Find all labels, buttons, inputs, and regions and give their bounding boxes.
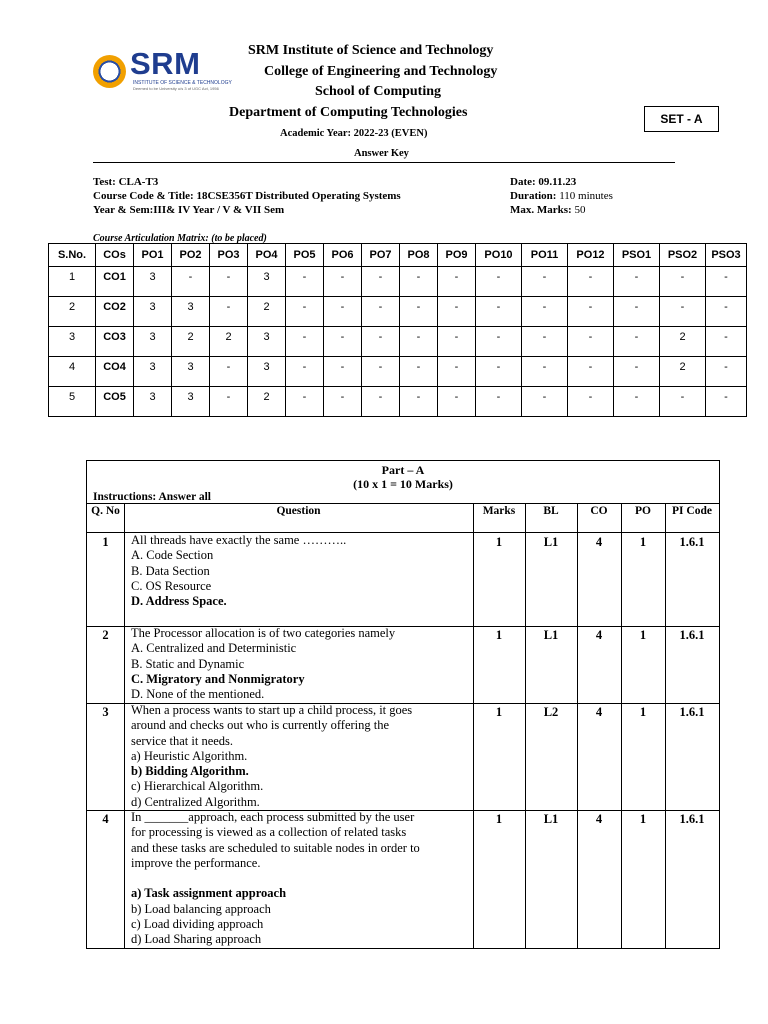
matrix-cell: 3 bbox=[172, 357, 210, 387]
matrix-cell: - bbox=[476, 327, 522, 357]
question-po: 1 bbox=[639, 812, 647, 826]
matrix-cell: - bbox=[568, 387, 614, 417]
matrix-header-cell: PO11 bbox=[522, 244, 568, 267]
rule bbox=[87, 503, 719, 504]
col-header-question: Question bbox=[276, 505, 321, 517]
academic-year: Academic Year: 2022-23 (EVEN) bbox=[280, 128, 428, 139]
question-pi-code: 1.6.1 bbox=[679, 535, 705, 549]
matrix-cell: - bbox=[362, 327, 400, 357]
question-number: 3 bbox=[102, 705, 109, 719]
question-line bbox=[131, 871, 420, 886]
matrix-header-cell: PO4 bbox=[248, 244, 286, 267]
rule bbox=[665, 503, 666, 949]
matrix-header-cell: PO7 bbox=[362, 244, 400, 267]
question-text bbox=[131, 626, 395, 702]
matrix-cell: 2 bbox=[660, 327, 706, 357]
matrix-header-cell: S.No. bbox=[49, 244, 96, 267]
matrix-cell: - bbox=[522, 297, 568, 327]
articulation-matrix bbox=[48, 243, 747, 417]
question-line: around and checks out who is currently offering the bbox=[131, 718, 390, 733]
matrix-cell: - bbox=[286, 387, 324, 417]
matrix-cell: - bbox=[568, 297, 614, 327]
matrix-header-cell: PO8 bbox=[400, 244, 438, 267]
question-number: 1 bbox=[102, 535, 109, 549]
matrix-cell: - bbox=[286, 267, 324, 297]
matrix-cell: 5 bbox=[49, 387, 96, 417]
part-a-table bbox=[86, 460, 720, 949]
max-marks-info: Max. Marks: 50 bbox=[510, 204, 586, 216]
matrix-cell: - bbox=[400, 327, 438, 357]
matrix-cell: 3 bbox=[134, 297, 172, 327]
matrix-header-cell: PO1 bbox=[134, 244, 172, 267]
matrix-cell: - bbox=[706, 327, 747, 357]
matrix-cell: - bbox=[210, 387, 248, 417]
matrix-cell: - bbox=[706, 297, 747, 327]
question-line: d) Load Sharing approach bbox=[131, 932, 262, 947]
correct-answer: a) Task assignment approach bbox=[131, 886, 287, 901]
matrix-cell: - bbox=[286, 327, 324, 357]
question-line: C. OS Resource bbox=[131, 578, 212, 593]
matrix-cell: - bbox=[438, 267, 476, 297]
matrix-cell: - bbox=[400, 357, 438, 387]
matrix-header-cell: PO10 bbox=[476, 244, 522, 267]
matrix-cell: 2 bbox=[172, 327, 210, 357]
matrix-cell: CO5 bbox=[96, 387, 134, 417]
matrix-cell: 2 bbox=[248, 297, 286, 327]
matrix-cell: 3 bbox=[134, 387, 172, 417]
question-line: and these tasks are scheduled to suitable nodes in order to bbox=[131, 840, 420, 855]
matrix-cell: - bbox=[660, 387, 706, 417]
matrix-cell: CO3 bbox=[96, 327, 134, 357]
matrix-header-cell: PO9 bbox=[438, 244, 476, 267]
matrix-header-cell: PSO1 bbox=[614, 244, 660, 267]
question-number: 2 bbox=[102, 628, 109, 642]
question-line: A. Code Section bbox=[131, 548, 214, 563]
rule bbox=[525, 503, 526, 949]
rule bbox=[473, 503, 474, 949]
matrix-header-cell: PO6 bbox=[324, 244, 362, 267]
department-name: Department of Computing Technologies bbox=[229, 105, 468, 120]
matrix-cell: 3 bbox=[172, 297, 210, 327]
question-line: d) Centralized Algorithm. bbox=[131, 794, 260, 809]
matrix-cell: - bbox=[400, 267, 438, 297]
course-info: Course Code & Title: 18CSE356T Distributed Operating Systems bbox=[93, 190, 401, 202]
logo-tagline: Deemed to be University u/s 3 of UGC Act, 1956 bbox=[133, 86, 219, 91]
matrix-row bbox=[49, 387, 747, 417]
question-line: for processing is viewed as a collection of related tasks bbox=[131, 825, 407, 840]
matrix-header-cell: COs bbox=[96, 244, 134, 267]
question-co: 4 bbox=[595, 628, 603, 642]
question-co: 4 bbox=[595, 535, 603, 549]
matrix-row bbox=[49, 267, 747, 297]
matrix-cell: 2 bbox=[248, 387, 286, 417]
part-a-heading bbox=[87, 461, 719, 491]
test-info: Test: CLA-T3 bbox=[93, 176, 159, 188]
matrix-cell: - bbox=[476, 387, 522, 417]
question-pi-code: 1.6.1 bbox=[679, 705, 705, 719]
matrix-cell: CO4 bbox=[96, 357, 134, 387]
matrix-cell: 2 bbox=[49, 297, 96, 327]
matrix-cell: - bbox=[614, 357, 660, 387]
correct-answer: D. Address Space. bbox=[131, 594, 227, 609]
col-header-marks: Marks bbox=[482, 505, 516, 517]
matrix-cell: - bbox=[522, 267, 568, 297]
question-marks: 1 bbox=[495, 628, 503, 642]
question-text bbox=[131, 533, 346, 609]
matrix-cell: - bbox=[476, 267, 522, 297]
matrix-cell: - bbox=[476, 297, 522, 327]
matrix-title: Course Articulation Matrix: (to be placed) bbox=[93, 233, 267, 244]
question-co: 4 bbox=[595, 812, 603, 826]
matrix-header-cell: PO3 bbox=[210, 244, 248, 267]
question-po: 1 bbox=[639, 628, 647, 642]
matrix-header-cell: PO2 bbox=[172, 244, 210, 267]
question-bl: L2 bbox=[543, 705, 559, 719]
question-line: a) Heuristic Algorithm. bbox=[131, 748, 248, 763]
matrix-cell: - bbox=[476, 357, 522, 387]
question-marks: 1 bbox=[495, 705, 503, 719]
matrix-cell: - bbox=[522, 387, 568, 417]
question-bl: L1 bbox=[543, 812, 559, 826]
matrix-cell: - bbox=[362, 357, 400, 387]
matrix-cell: - bbox=[400, 297, 438, 327]
question-marks: 1 bbox=[495, 812, 503, 826]
matrix-row bbox=[49, 327, 747, 357]
answer-key-label: Answer Key bbox=[354, 148, 409, 159]
matrix-cell: - bbox=[362, 297, 400, 327]
correct-answer: b) Bidding Algorithm. bbox=[131, 764, 249, 779]
matrix-cell: - bbox=[706, 357, 747, 387]
matrix-cell: - bbox=[324, 327, 362, 357]
matrix-cell: - bbox=[438, 297, 476, 327]
matrix-cell: - bbox=[210, 267, 248, 297]
question-line: service that it needs. bbox=[131, 733, 234, 748]
duration-info: Duration: 110 minutes bbox=[510, 190, 613, 202]
question-line: b) Load balancing approach bbox=[131, 901, 271, 916]
matrix-header-cell: PO5 bbox=[286, 244, 324, 267]
matrix-cell: CO2 bbox=[96, 297, 134, 327]
institute-name: SRM Institute of Science and Technology bbox=[248, 43, 494, 58]
matrix-cell: - bbox=[438, 327, 476, 357]
matrix-row bbox=[49, 297, 747, 327]
question-po: 1 bbox=[639, 535, 647, 549]
matrix-header-cell: PSO3 bbox=[706, 244, 747, 267]
matrix-cell: - bbox=[522, 327, 568, 357]
col-header-co: CO bbox=[590, 505, 608, 517]
question-bl: L1 bbox=[543, 628, 559, 642]
matrix-cell: 3 bbox=[134, 267, 172, 297]
question-line: When a process wants to start up a child process, it goes bbox=[131, 703, 413, 717]
srm-logo bbox=[93, 46, 232, 92]
question-bl: L1 bbox=[543, 535, 559, 549]
question-number: 4 bbox=[102, 812, 109, 826]
matrix-header-cell: PO12 bbox=[568, 244, 614, 267]
matrix-cell: 3 bbox=[248, 357, 286, 387]
header-divider bbox=[93, 162, 675, 163]
year-info: Year & Sem:III& IV Year / V & VII Sem bbox=[93, 204, 285, 216]
matrix-cell: 3 bbox=[134, 327, 172, 357]
question-line: c) Load dividing approach bbox=[131, 917, 264, 932]
matrix-cell: - bbox=[706, 267, 747, 297]
matrix-cell: 3 bbox=[248, 267, 286, 297]
matrix-cell: - bbox=[210, 297, 248, 327]
instructions: Instructions: Answer all bbox=[93, 491, 211, 503]
matrix-cell: - bbox=[362, 387, 400, 417]
matrix-cell: - bbox=[324, 357, 362, 387]
question-text bbox=[131, 810, 420, 948]
date-info: Date: 09.11.23 bbox=[510, 176, 577, 188]
matrix-cell: - bbox=[660, 267, 706, 297]
logo-text: SRM bbox=[130, 46, 201, 81]
correct-answer: C. Migratory and Nonmigratory bbox=[131, 671, 305, 686]
matrix-cell: - bbox=[286, 297, 324, 327]
part-a-title: Part – A bbox=[381, 463, 425, 477]
matrix-cell: - bbox=[438, 357, 476, 387]
matrix-cell: - bbox=[324, 267, 362, 297]
matrix-cell: 2 bbox=[210, 327, 248, 357]
matrix-cell: - bbox=[324, 387, 362, 417]
matrix-cell: 1 bbox=[49, 267, 96, 297]
set-badge: SET - A bbox=[644, 106, 719, 132]
matrix-cell: 3 bbox=[172, 387, 210, 417]
col-header-po: PO bbox=[635, 505, 651, 517]
matrix-header-cell: PSO2 bbox=[660, 244, 706, 267]
matrix-cell: CO1 bbox=[96, 267, 134, 297]
matrix-cell: - bbox=[210, 357, 248, 387]
question-line: c) Hierarchical Algorithm. bbox=[131, 779, 264, 794]
matrix-cell: - bbox=[362, 267, 400, 297]
question-marks: 1 bbox=[495, 535, 503, 549]
matrix-cell: - bbox=[568, 357, 614, 387]
matrix-cell: 3 bbox=[49, 327, 96, 357]
matrix-cell: - bbox=[614, 297, 660, 327]
matrix-cell: - bbox=[522, 357, 568, 387]
col-header-bl: BL bbox=[543, 505, 559, 517]
matrix-cell: 3 bbox=[134, 357, 172, 387]
question-line: The Processor allocation is of two categories namely bbox=[131, 626, 396, 640]
matrix-cell: - bbox=[614, 387, 660, 417]
matrix-cell: - bbox=[438, 387, 476, 417]
matrix-cell: - bbox=[286, 357, 324, 387]
question-line: In _______approach, each process submitted by the user bbox=[131, 810, 415, 824]
question-pi-code: 1.6.1 bbox=[679, 812, 705, 826]
matrix-cell: - bbox=[400, 387, 438, 417]
rule bbox=[621, 503, 622, 949]
question-pi-code: 1.6.1 bbox=[679, 628, 705, 642]
question-line: A. Centralized and Deterministic bbox=[131, 641, 297, 656]
matrix-header-row bbox=[49, 244, 747, 267]
matrix-cell: - bbox=[324, 297, 362, 327]
question-line: B. Static and Dynamic bbox=[131, 656, 245, 671]
matrix-row bbox=[49, 357, 747, 387]
matrix-cell: - bbox=[614, 327, 660, 357]
rule bbox=[577, 503, 578, 949]
school-name: School of Computing bbox=[315, 84, 442, 99]
question-co: 4 bbox=[595, 705, 603, 719]
matrix-cell: - bbox=[568, 327, 614, 357]
question-line: B. Data Section bbox=[131, 563, 210, 578]
question-text bbox=[131, 703, 412, 810]
matrix-cell: - bbox=[706, 387, 747, 417]
question-line: improve the performance. bbox=[131, 855, 261, 870]
matrix-cell: 4 bbox=[49, 357, 96, 387]
logo-subtitle: INSTITUTE OF SCIENCE & TECHNOLOGY bbox=[133, 80, 232, 86]
question-line: D. None of the mentioned. bbox=[131, 687, 265, 702]
matrix-cell: 3 bbox=[248, 327, 286, 357]
part-a-marks: (10 x 1 = 10 Marks) bbox=[353, 477, 453, 491]
col-header-qno: Q. No bbox=[91, 505, 120, 517]
question-line: All threads have exactly the same ……….. bbox=[131, 533, 347, 547]
matrix-cell: - bbox=[172, 267, 210, 297]
col-header-pi-code: PI Code bbox=[672, 505, 712, 517]
question-po: 1 bbox=[639, 705, 647, 719]
matrix-cell: - bbox=[660, 297, 706, 327]
logo-emblem-icon bbox=[93, 55, 126, 88]
college-name: College of Engineering and Technology bbox=[264, 64, 498, 79]
matrix-cell: - bbox=[614, 267, 660, 297]
matrix-cell: - bbox=[568, 267, 614, 297]
rule bbox=[124, 503, 125, 949]
matrix-cell: 2 bbox=[660, 357, 706, 387]
